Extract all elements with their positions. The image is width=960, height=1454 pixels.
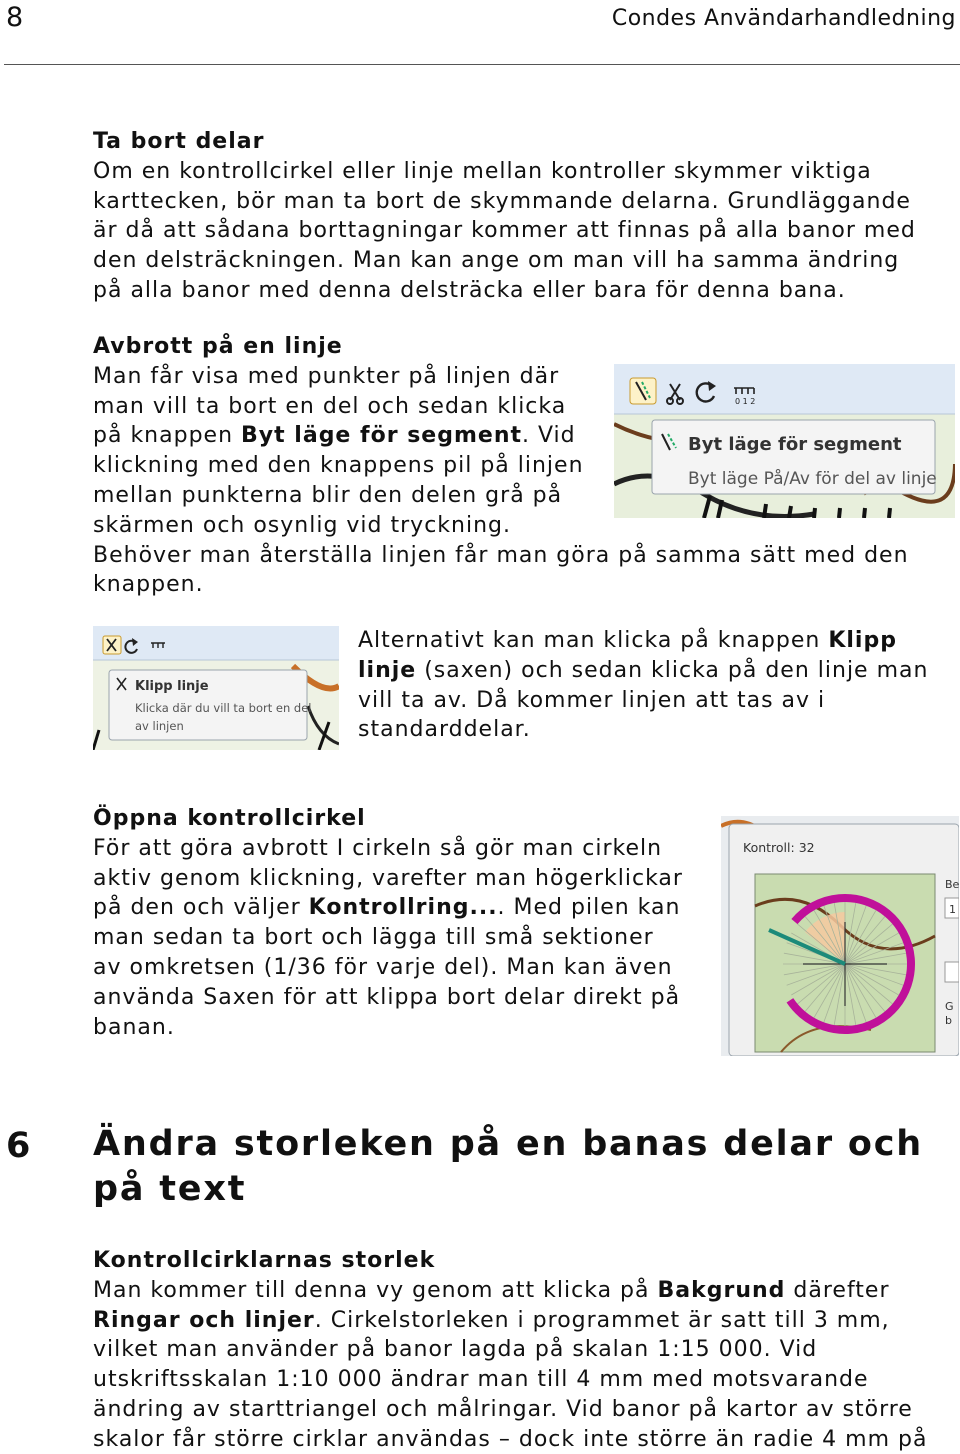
paragraph-line: mellan punkterna blir den delen grå på (93, 482, 563, 508)
paragraph-line: ändring av starttriangel och målringar. Vid banor på kartor av större (93, 1396, 913, 1422)
tooltip-description: Byt läge På/Av för del av linje (688, 469, 937, 489)
tooltip-description: av linjen (135, 719, 184, 733)
section-heading: Öppna kontrollcirkel (93, 806, 366, 831)
ui-term: linje (358, 657, 417, 683)
section-open-control-circle (93, 804, 713, 1042)
paragraph-line: av omkretsen (1/36 för varje del). Man kan även (93, 954, 673, 980)
section-heading: Ta bort delar (93, 129, 265, 154)
figure-cut-line (93, 626, 339, 750)
paragraph-line: Man får visa med punkter på linjen där (93, 363, 560, 389)
paragraph-line: skärmen och osynlig vid tryckning. (93, 512, 511, 538)
paragraph-line: knappen. (93, 572, 204, 598)
text-run: på den och väljer (93, 895, 309, 921)
paragraph-line: aktiv genom klickning, varefter man högerklickar (93, 865, 683, 891)
ui-term: Byt läge för segment (241, 423, 522, 449)
side-field[interactable] (945, 962, 959, 982)
text-run: Man kommer till denna vy genom att klicka på (93, 1277, 658, 1303)
text-run: . Vid (522, 423, 576, 449)
text-run: (saxen) och sedan klicka på den linje man (416, 657, 929, 683)
section-circle-size (93, 1246, 959, 1454)
paragraph-line (358, 656, 958, 686)
numbering-icon[interactable] (151, 643, 165, 648)
tooltip-title: Klipp linje (135, 679, 209, 694)
text-run: . Med pilen kan (497, 895, 681, 921)
section-heading: Avbrott på en linje (93, 334, 343, 359)
paragraph-line: vill ta av. Då kommer linjen att tas av i (358, 687, 826, 713)
paragraph-line: på alla banor med denna delsträcka eller bara för denna bana. (93, 277, 846, 303)
header-rule (4, 64, 960, 65)
tooltip-description: Klicka där du vill ta bort en del (135, 701, 312, 715)
chapter-title: Ändra storleken på en banas delar och på text (93, 1124, 923, 1209)
side-label: G (945, 1000, 954, 1013)
ui-term: Klipp (828, 628, 897, 653)
text-run: därefter (785, 1277, 890, 1303)
paragraph-line (93, 893, 713, 923)
figure-segment-toggle (614, 364, 955, 518)
paragraph-line (93, 1276, 959, 1306)
segment-toggle-screenshot (614, 364, 955, 518)
text-run: Alternativt kan man klicka på knappen (358, 628, 829, 653)
ui-term: Ringar och linjer (93, 1307, 315, 1333)
svg-text:0 1 2: 0 1 2 (735, 397, 756, 406)
running-title: Condes Användarhandledning (611, 6, 956, 31)
paragraph-line: utskriftsskalan 1:10 000 ändrar man till 4 mm med motsvarande (93, 1367, 869, 1393)
section-cut-line (358, 626, 958, 745)
paragraph-line: standarddelar. (358, 717, 531, 743)
paragraph-line: Om en kontrollcirkel eller linje mellan kontroller skymmer viktiga (93, 158, 872, 184)
paragraph-line: använda Saxen för att klippa bort delar direkt på (93, 984, 681, 1010)
chapter-number: 6 (6, 1126, 31, 1166)
paragraph-line: man sedan ta bort och lägga till små sektioner (93, 925, 654, 951)
cut-line-screenshot (93, 626, 339, 750)
paragraph-line: den delsträckningen. Man kan ange om man vill ha samma ändring (93, 248, 900, 274)
paragraph-line (358, 626, 958, 656)
page-number: 8 (6, 2, 24, 33)
paragraph-line: karttecken, bör man ta bort de skymmande delarna. Grundläggande (93, 188, 911, 214)
paragraph-line: För att göra avbrott I cirkeln så gör man cirkeln (93, 835, 663, 861)
tooltip-title: Byt läge för segment (688, 434, 902, 455)
side-label: b (945, 1014, 952, 1027)
dialog-title: Kontroll: 32 (743, 840, 815, 855)
ui-term: Bakgrund (657, 1277, 786, 1303)
figure-control-ring-dialog (721, 816, 959, 1056)
text-run: . Cirkelstorleken i programmet är satt till 3 mm, (314, 1307, 890, 1333)
control-ring-screenshot (721, 816, 959, 1056)
paragraph-line: är då att sådana borttagningar kommer att finnas på alla banor med (93, 218, 916, 244)
side-value: 1 (949, 903, 956, 916)
paragraph-line: Behöver man återställa linjen får man göra på samma sätt med den (93, 542, 909, 568)
paragraph-line: klickning med den knappens pil på linjen (93, 453, 584, 479)
side-label: Be (945, 878, 959, 891)
section-remove-parts (93, 127, 953, 306)
paragraph-line: vilket man använder på banor lagda på skalan 1:15 000. Vid (93, 1337, 818, 1363)
text-run: på knappen (93, 423, 242, 449)
ui-term: Kontrollring... (308, 895, 498, 921)
paragraph-line: skalor får större cirklar användas – dock inte större än radie 4 mm på (93, 1426, 928, 1452)
paragraph-line: banan. (93, 1014, 175, 1040)
paragraph-line: man vill ta bort en del och sedan klicka (93, 393, 567, 419)
section-heading: Kontrollcirklarnas storlek (93, 1248, 436, 1273)
paragraph-line (93, 1306, 959, 1336)
